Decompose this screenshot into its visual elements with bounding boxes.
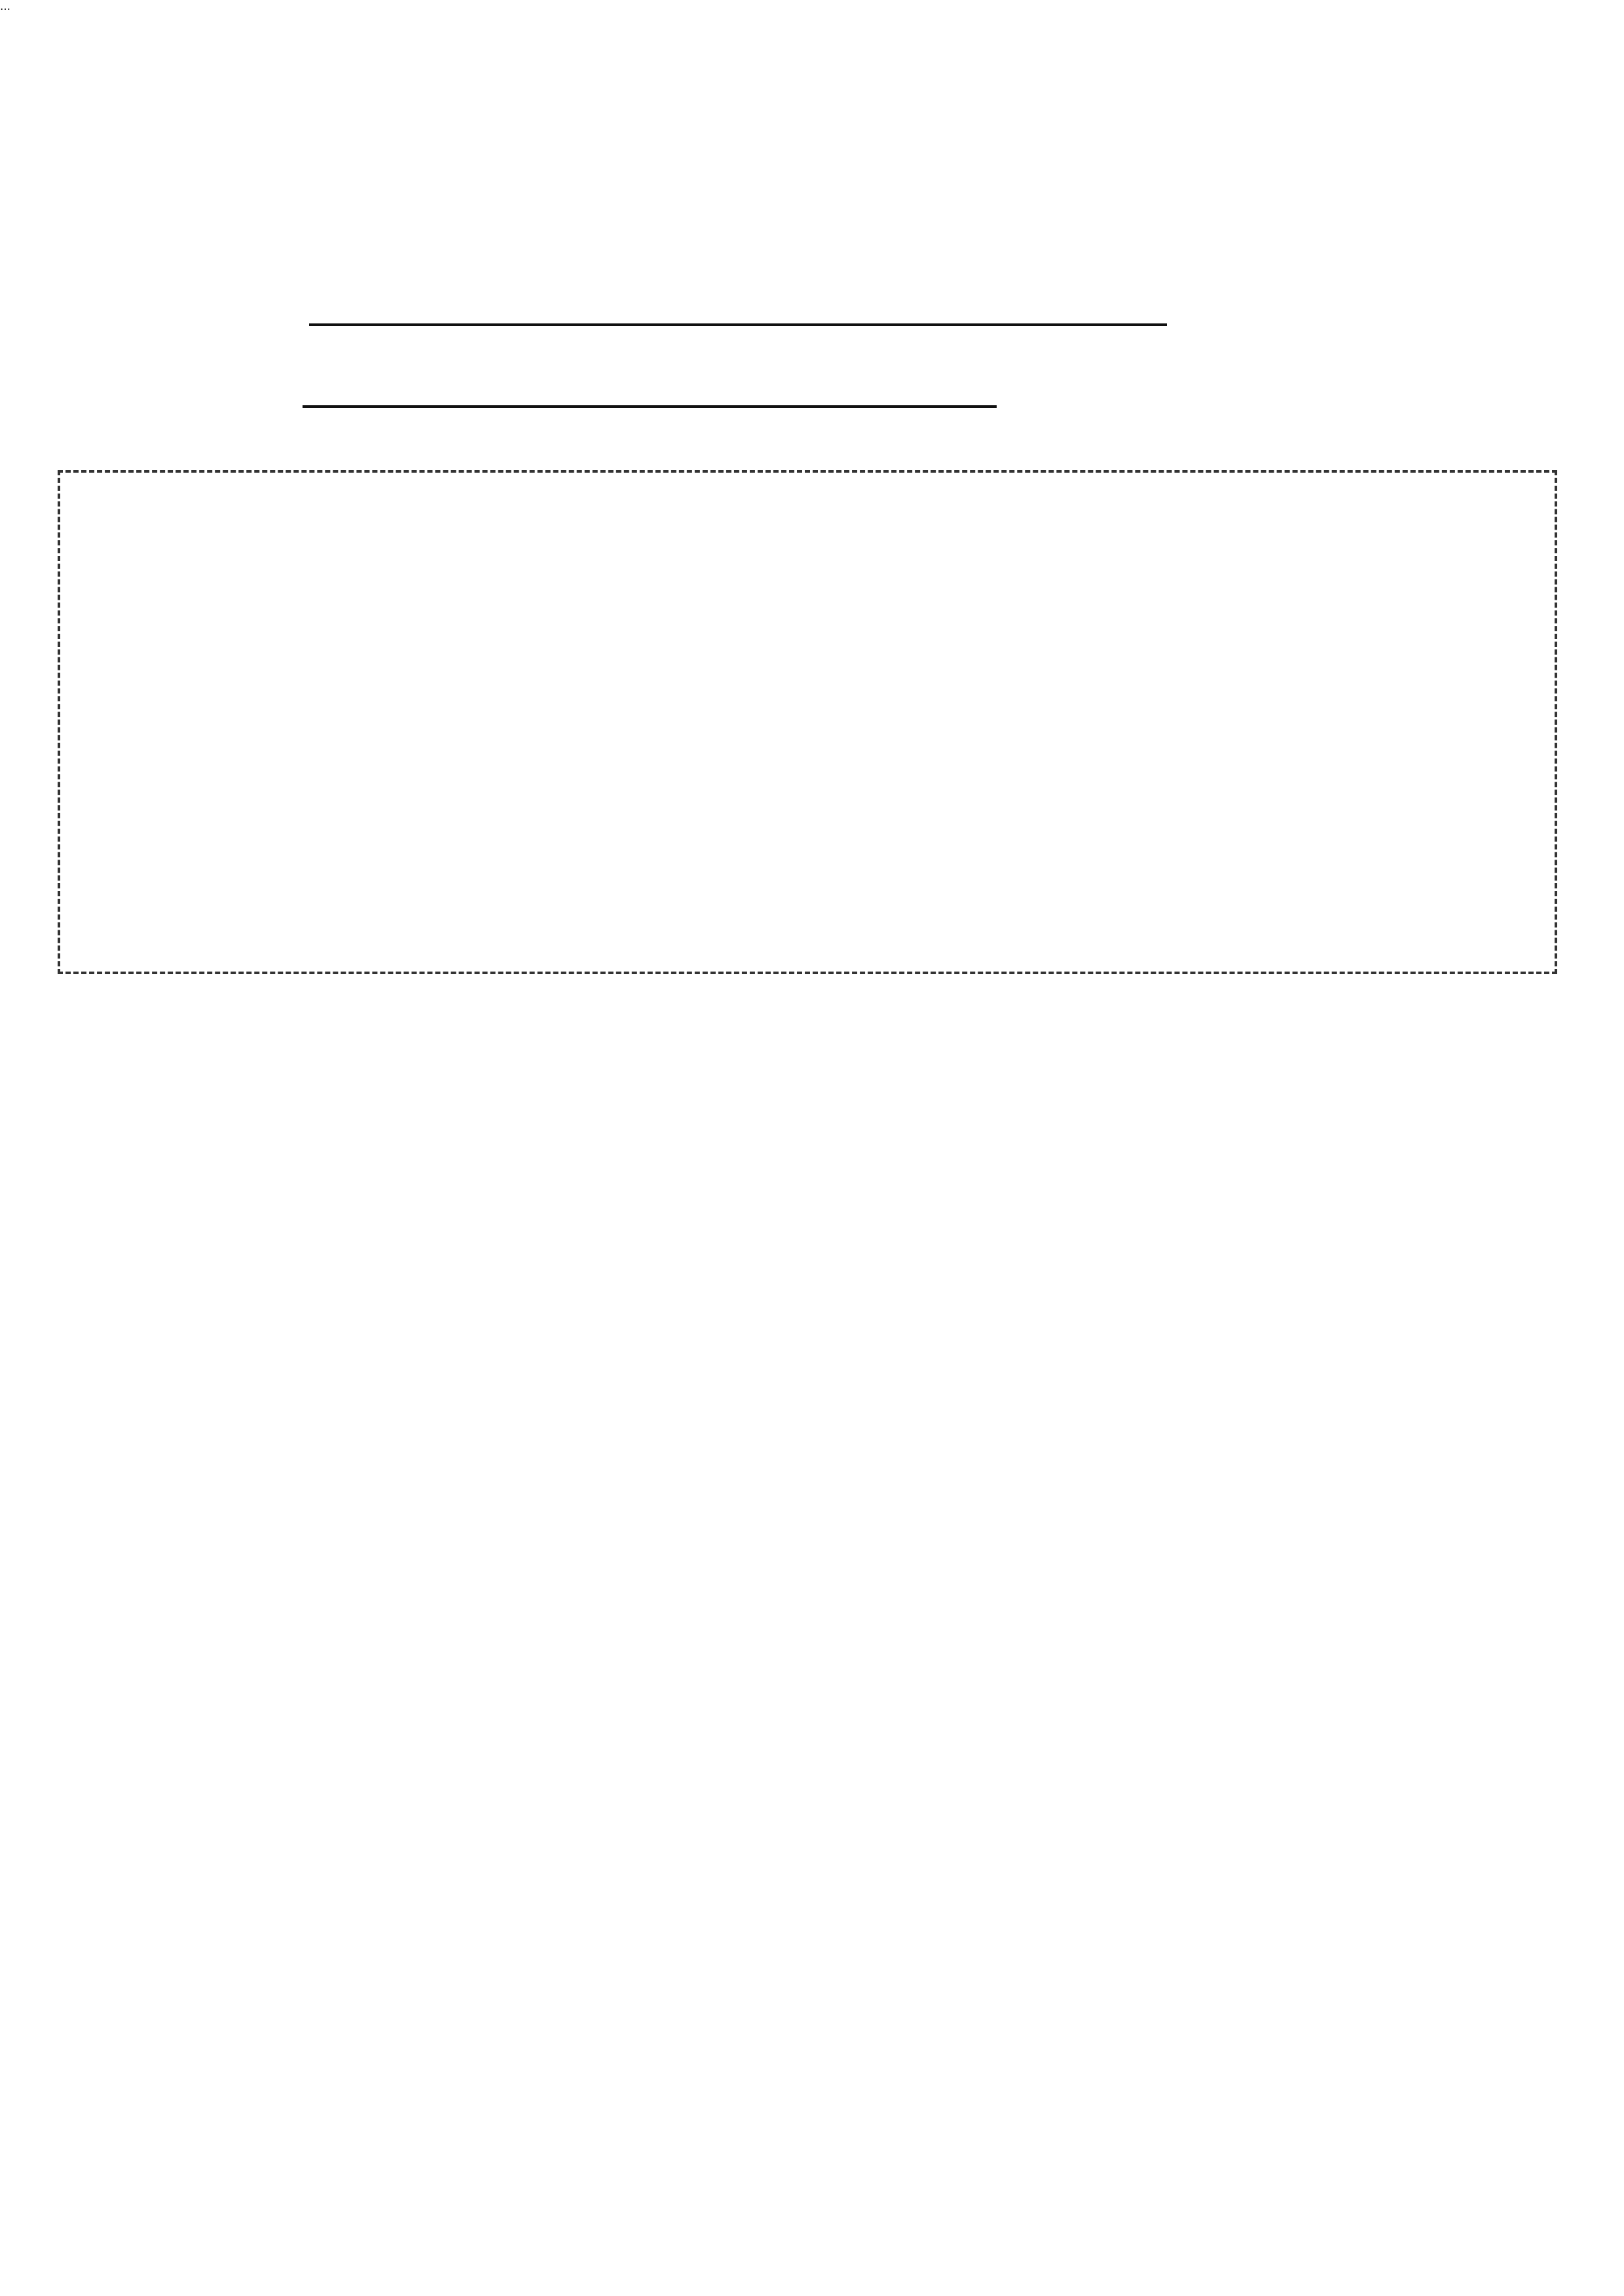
reply-line [223, 1514, 1388, 1566]
reply-line [223, 1463, 1388, 1514]
reply-line [223, 1618, 1388, 1669]
reply-line [223, 1256, 1388, 1307]
reply-line [223, 1411, 1388, 1463]
reply-line [223, 1359, 1388, 1411]
reply-body [223, 1152, 1388, 1669]
reply-line [223, 1566, 1388, 1618]
reply-line [223, 1204, 1388, 1256]
customer-message-box [58, 470, 1557, 974]
page-title [309, 314, 1167, 326]
reply-line [223, 1152, 1388, 1204]
reply-line [223, 1307, 1388, 1359]
date-location-line [303, 396, 997, 408]
